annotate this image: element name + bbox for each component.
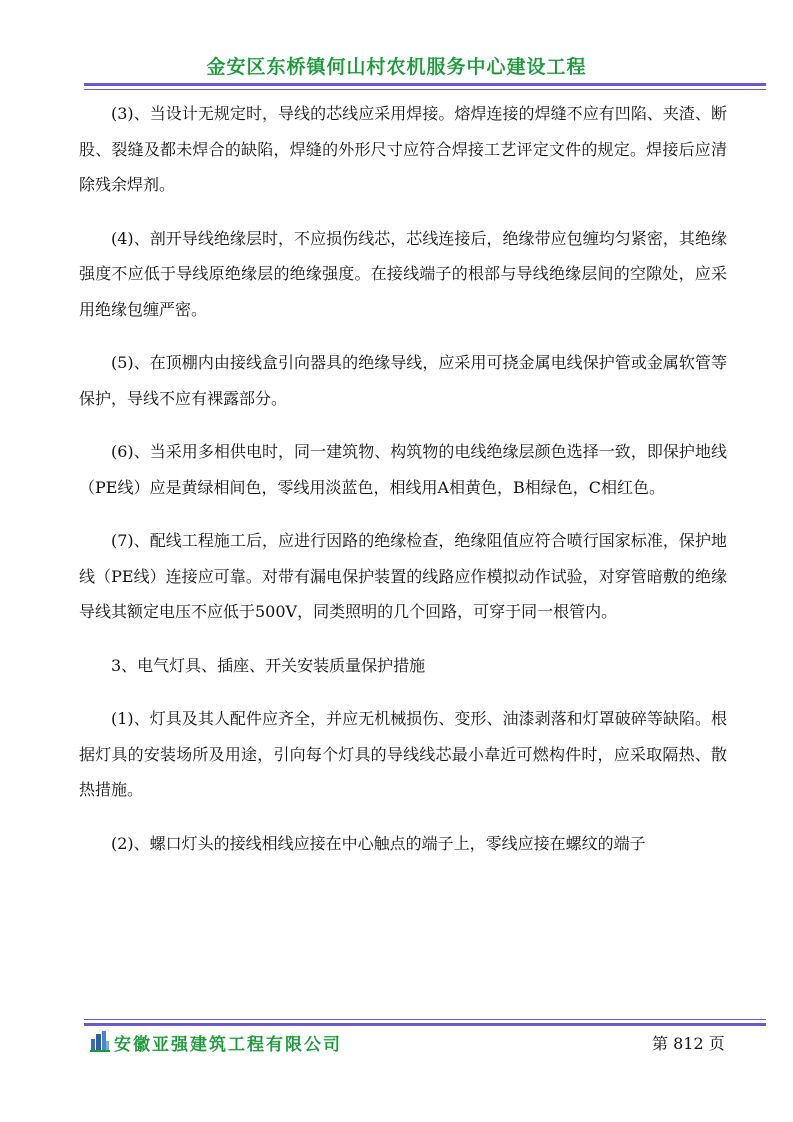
section-heading: 3、电气灯具、插座、开关安装质量保护措施 [111,655,426,675]
building-logo-icon [90,1030,110,1052]
header-rule-thick [84,83,766,86]
page-number: 第 812 页 [652,1034,725,1053]
paragraph-item-1: (1)、灯具及其人配件应齐全，并应无机械损伤、变形、油漆剥落和灯罩破碎等缺陷。根据灯具的安装场所及用途，引向每个灯具的导线线芯最小韋近可燃构件时，应采取隔热、散热措施。 [79,709,727,799]
header-rule-thin [84,89,766,90]
paragraph-item-3: (3)、当设计无规定时，导线的芯线应采用焊接。熔焊连接的焊缝不应有凹陷、夹渣、断股、裂缝及都未焊合的缺陷，焊缝的外形尺寸应符合焊接工艺评定文件的规定。焊接后应清除残余焊剂。 [79,104,727,194]
document-body [79,96,727,879]
footer-rule-thin [84,1019,766,1020]
header-title: 金安区东桥镇何山村农机服务中心建设工程 [206,56,587,78]
paragraph-item-4: (4)、剖开导线绝缘层时，不应损伤线芯，芯线连接后，绝缘带应包缠均匀紧密，其绝缘强度不应低于导线原绝缘层的绝缘强度。在接线端子的根部与导线绝缘层间的空隙处，应采用绝缘包缠严密。 [79,228,727,319]
paragraph-item-7: (7)、配线工程施工后，应进行因路的绝缘检查，绝缘阻值应符合喷行国家标准，保护地线（PE线）连接应可靠。对带有漏电保护装置的线路应作模拟动作试验，对穿管暗敷的绝缘导线其额定电压不应低于500V，同类照明的几个回路，可穿于同一根管内。 [79,531,727,621]
paragraph-item-6: (6)、当采用多相供电时，同一建筑物、构筑物的电线绝缘层颜色选择一致，即保护地线（PE线）应是黄绿相间色，零线用淡蓝色，相线用A相黄色，B相绿色，C相红色。 [79,442,727,497]
paragraph-item-5: (5)、在顶棚内由接线盒引向器具的绝缘导线，应采用可挠金属电线保护管或金属软管等保护，导线不应有裸露部分。 [79,353,727,408]
footer-rule-thick [84,1023,766,1026]
paragraph-item-2: (2)、螺口灯头的接线相线应接在中心触点的端子上，零线应接在螺纹的端子 [111,833,646,853]
footer-company: 安徽亚强建筑工程有限公司 [114,1035,342,1055]
